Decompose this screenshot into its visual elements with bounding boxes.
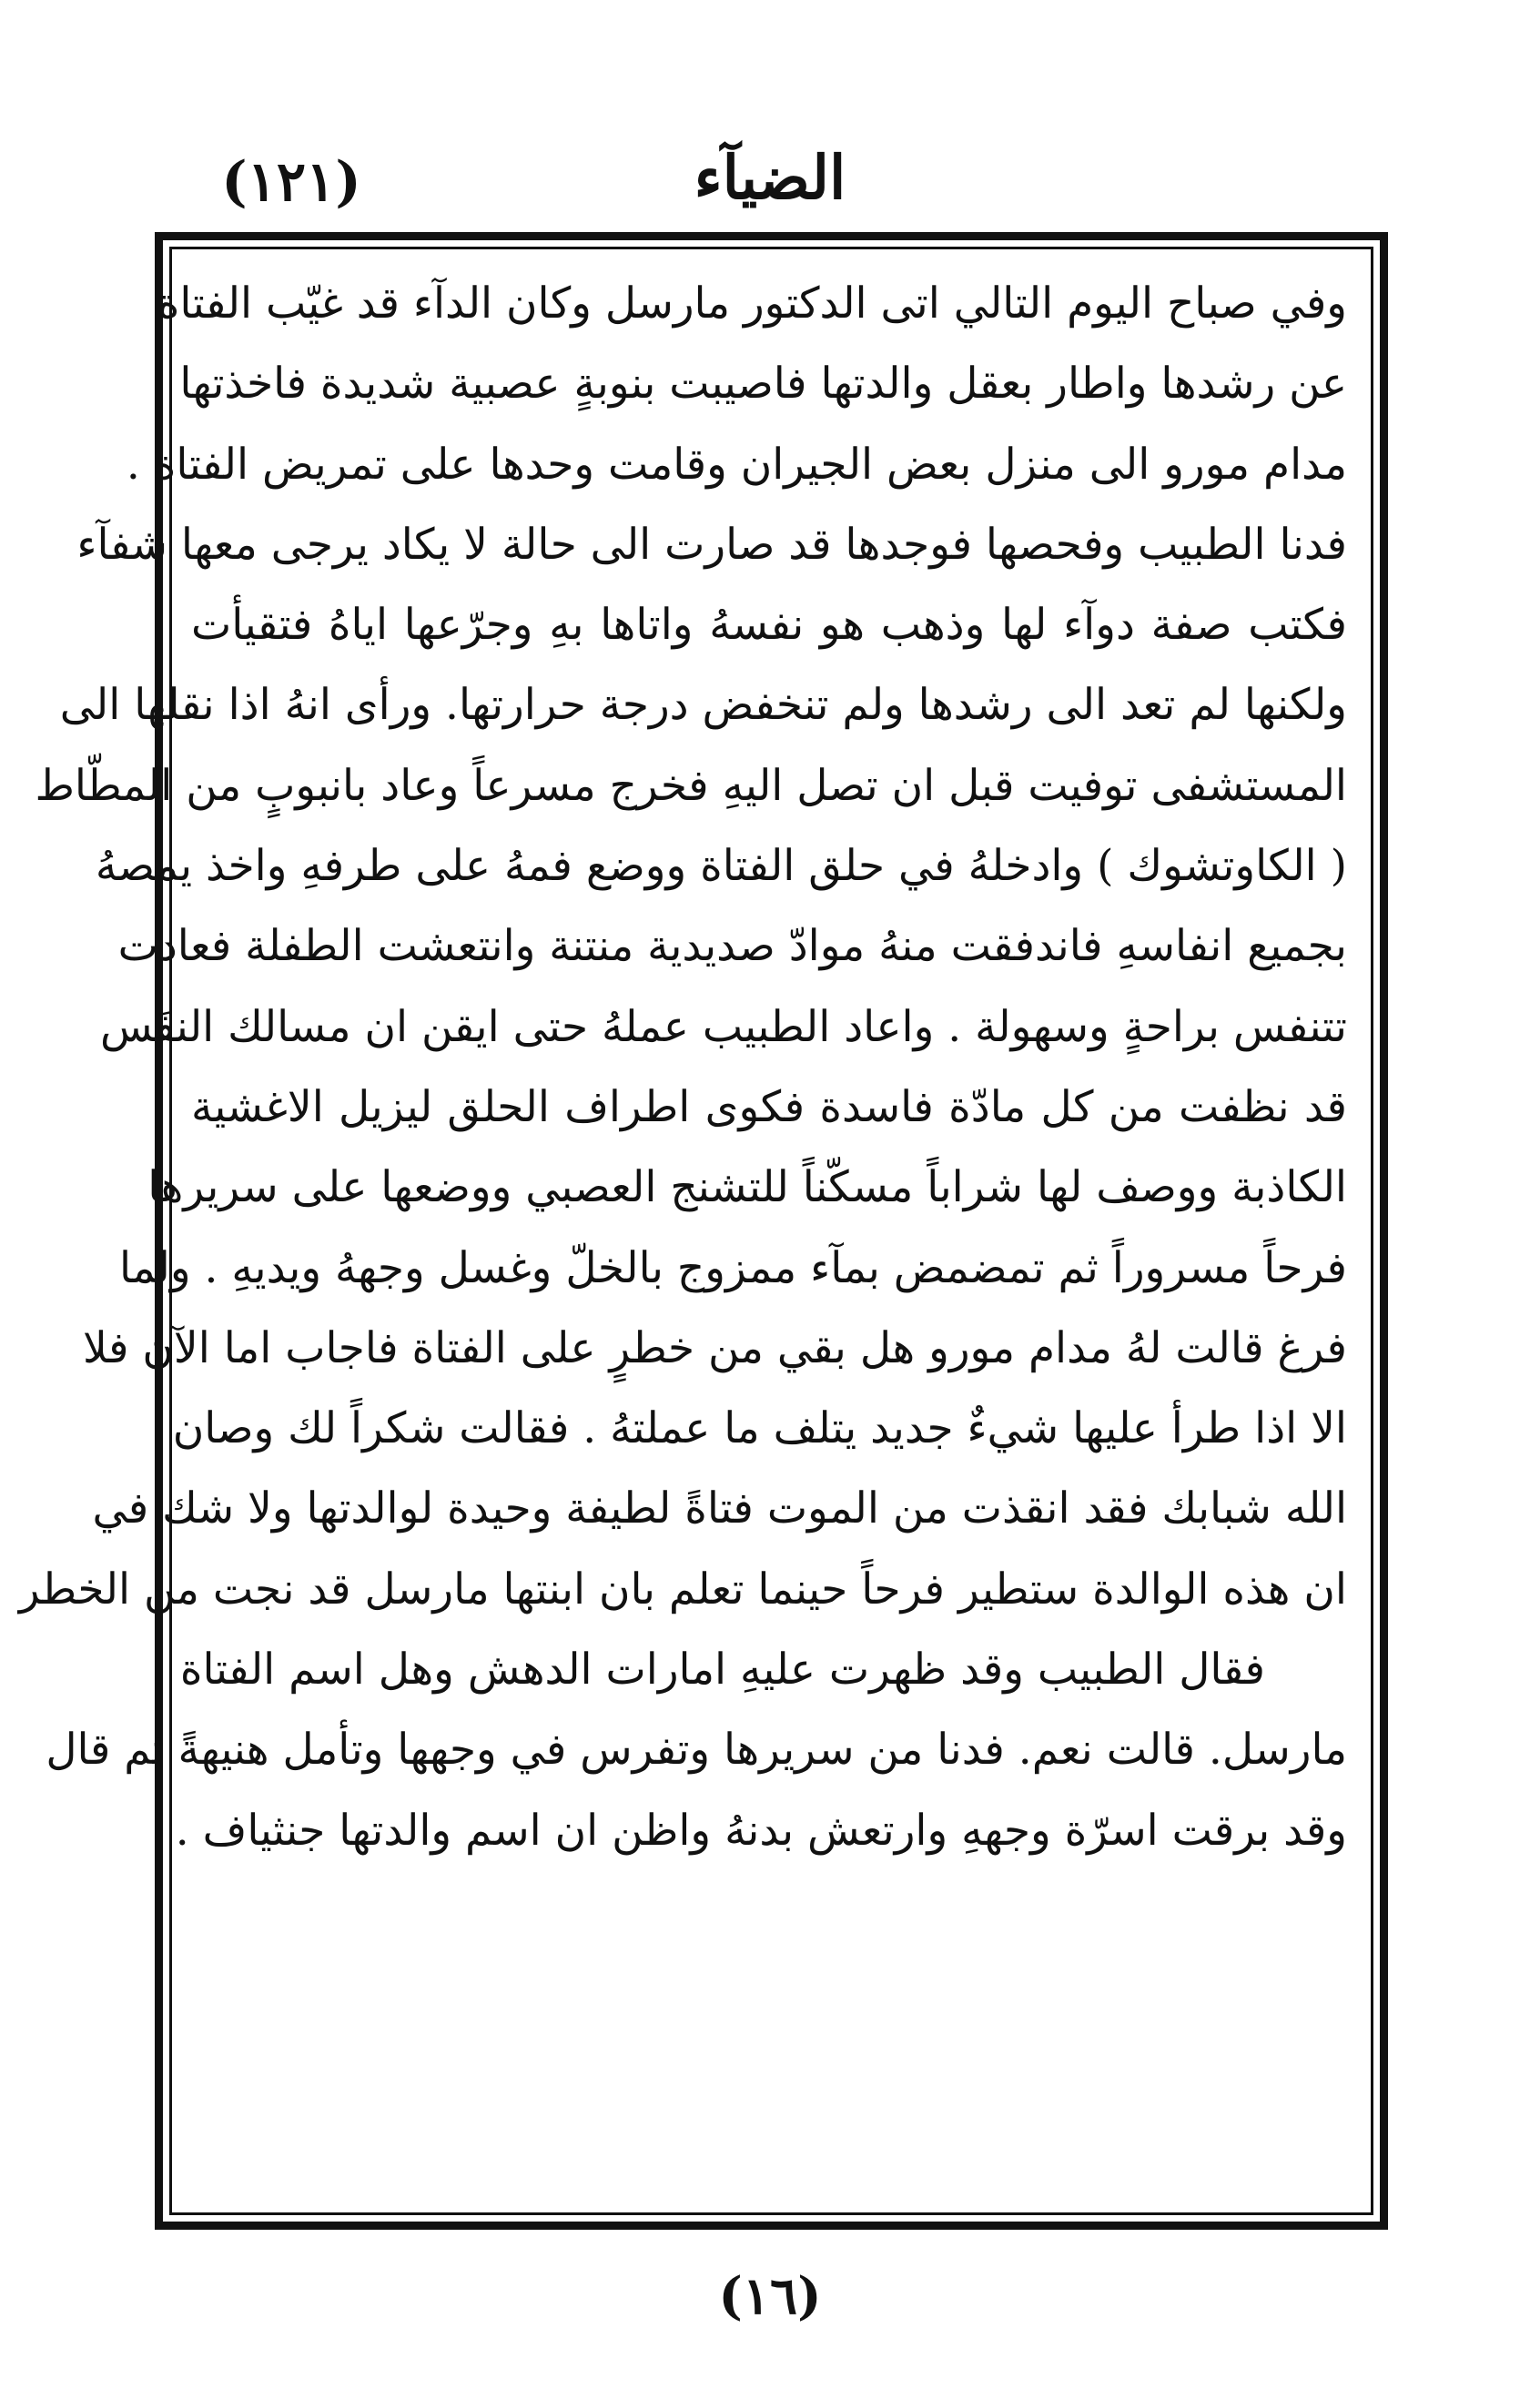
- text-line: قد نظفت من كل مادّة فاسدة فكوى اطراف الحلق ليزيل الاغشية: [191, 1081, 1347, 1132]
- text-line: وفي صباح اليوم التالي اتى الدكتور مارسل وكان الدآء قد غيّب الفتاة: [157, 278, 1347, 329]
- text-line: الله شبابك فقد انقذت من الموت فتاةً لطيفة وحيدة لوالدتها ولا شك في: [92, 1483, 1347, 1534]
- text-line: المستشفى توفيت قبل ان تصل اليهِ فخرج مسرعاً وعاد بانبوبٍ من المطّاط: [35, 760, 1347, 811]
- running-title: الضيآء: [694, 142, 846, 213]
- page-number: (١٢١): [221, 150, 361, 214]
- text-line: فقال الطبيب وقد ظهرت عليهِ امارات الدهش وهل اسم الفتاة: [179, 1645, 1265, 1695]
- text-line: فدنا الطبيب وفحصها فوجدها قد صارت الى حالة لا يكاد يرجى معها شفآء: [76, 519, 1347, 570]
- text-line: فرغ قالت لهُ مدام مورو هل بقي من خطرٍ على الفتاة فاجاب اما الآن فلا: [82, 1322, 1347, 1373]
- text-line: الكاذبة ووصف لها شراباً مسكّناً للتشنج العصبي ووضعها على سريرها: [147, 1162, 1347, 1213]
- text-line: عن رشدها واطار بعقل والدتها فاصيبت بنوبةٍ عصبية شديدة فاخذتها: [179, 359, 1347, 410]
- text-line: فكتب صفة دوآء لها وذهب هو نفسهُ واتاها بهِ وجرّعها اياهُ فتقيأت: [191, 600, 1347, 651]
- text-line: تتنفس براحةٍ وسهولة . واعاد الطبيب عملهُ حتى ايقن ان مسالك النفَس: [99, 1001, 1347, 1052]
- text-line: وقد برقت اسرّة وجههِ وارتعش بدنهُ واظن ان اسم والدتها جنثياف .: [175, 1805, 1347, 1856]
- text-line: ( الكاوتشوك ) وادخلهُ في حلق الفتاة ووضع فمهُ على طرفهِ واخذ يمصهُ: [95, 841, 1347, 892]
- body-text: [18, 264, 1347, 2193]
- text-line: فرحاً مسروراً ثم تمضمض بمآء ممزوج بالخلّ وغسل وجههُ ويديهِ . ولما: [119, 1242, 1347, 1293]
- text-line: ان هذه الوالدة ستطير فرحاً حينما تعلم بان ابنتها مارسل قد نجت من الخطر: [18, 1564, 1347, 1615]
- text-line: ولكنها لم تعد الى رشدها ولم تنخفض درجة حرارتها. ورأى انهُ اذا نقلها الى: [59, 680, 1347, 731]
- text-line: مدام مورو الى منزل بعض الجيران وقامت وحدها على تمريض الفتاة .: [126, 439, 1347, 490]
- text-line: بجميع انفاسهِ فاندفقت منهُ موادّ صديدية منتنة وانتعشت الطفلة فعادت: [117, 921, 1347, 972]
- folio-number: (١٦): [718, 2266, 822, 2326]
- text-line: الا اذا طرأ عليها شيءٌ جديد يتلف ما عملتهُ . فقالت شكراً لك وصان: [172, 1403, 1347, 1454]
- text-line: مارسل. قالت نعم. فدنا من سريرها وتفرس في وجهها وتأمل هنيهةً ثم قال: [46, 1725, 1347, 1776]
